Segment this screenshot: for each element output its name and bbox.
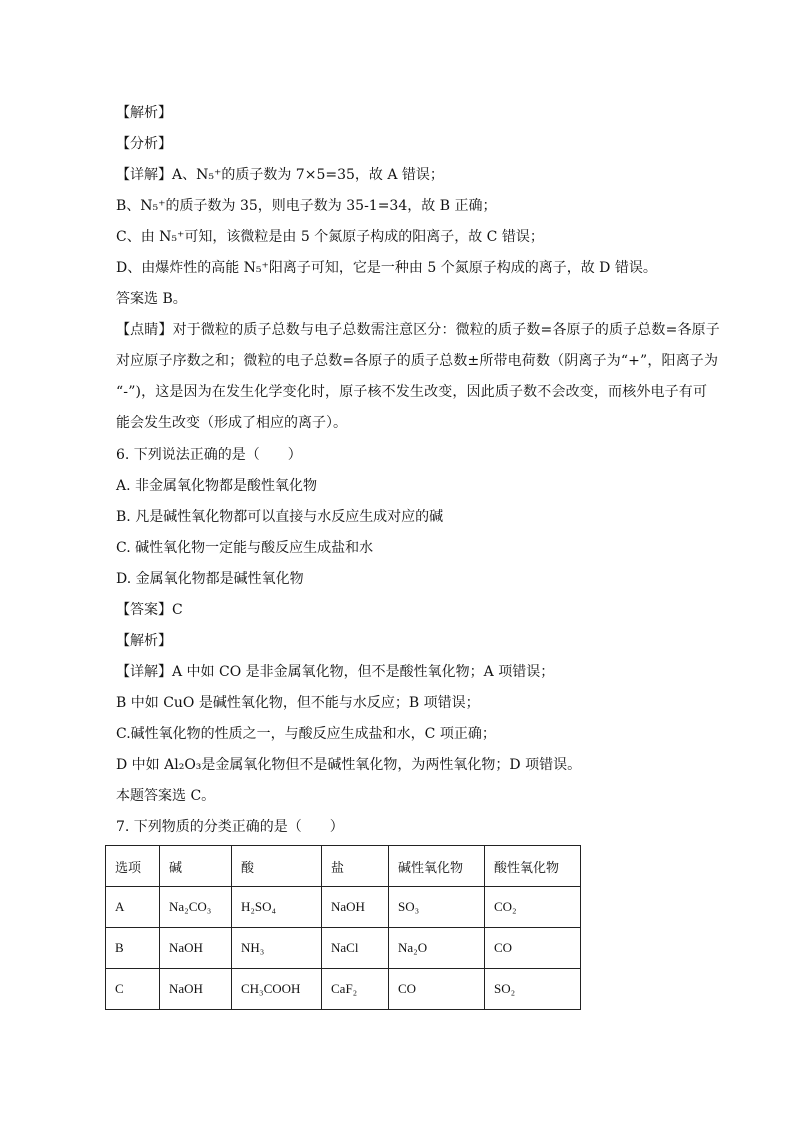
table-row [106, 887, 581, 928]
detail-option-b: B、N₅⁺的质子数为 35，则电子数为 35-1=34，故 B 正确； [116, 198, 497, 214]
detail-option-a: 【详解】A、N₅⁺的质子数为 7×5=35，故 A 错误； [116, 167, 444, 183]
question-6-answer: 【答案】C [116, 602, 183, 618]
tip-line-3: “-”)，这是因为在发生化学变化时，原子核不发生改变，因此质子数不会改变，而核外电子有可 [116, 384, 708, 400]
table-cell: CO [389, 969, 485, 1010]
table-header-cell: 碱性氧化物 [389, 846, 485, 887]
answer-line-5: 答案选 B。 [116, 291, 187, 307]
question-6-detail-d: D 中如 Al₂O₃是金属氧化物但不是碱性氧化物，为两性氧化物；D 项错误。 [116, 757, 582, 773]
table-cell: NaCl [322, 928, 389, 969]
table-cell: CH₃COOH [232, 969, 322, 1010]
table-cell: NaOH [160, 969, 232, 1010]
table-header-cell: 盐 [322, 846, 389, 887]
detail-option-c: C、由 N₅⁺可知，该微粒是由 5 个氮原子构成的阳离子，故 C 错误； [116, 229, 544, 245]
table-cell: Na₂O [389, 928, 485, 969]
table-cell: Na₂CO₃ [160, 887, 232, 928]
tip-line-2: 对应原子序数之和；微粒的电子总数=各原子的质子总数±所带电荷数（阴离子为“+”，阳离子为 [116, 353, 719, 369]
table-cell: SO₃ [389, 887, 485, 928]
question-6-option-a: A. 非金属氧化物都是酸性氧化物 [116, 478, 318, 494]
section-fenxi-heading: 【分析】 [116, 136, 172, 152]
table-header-cell: 选项 [106, 846, 160, 887]
question-6-detail-c: C.碱性氧化物的性质之一，与酸反应生成盐和水，C 项正确； [116, 726, 496, 742]
question-6-detail-b: B 中如 CuO 是碱性氧化物，但不能与水反应；B 项错误； [116, 695, 480, 711]
tip-line-4: 能会发生改变（形成了相应的离子）。 [116, 415, 347, 431]
table-cell: NH₃ [232, 928, 322, 969]
table-cell: A [106, 887, 160, 928]
table-cell: CaF₂ [322, 969, 389, 1010]
table-cell: NaOH [160, 928, 232, 969]
table-cell: C [106, 969, 160, 1010]
detail-option-d: D、由爆炸性的高能 N₅⁺阳离子可知，它是一种由 5 个氮原子构成的离子，故 D 错误。 [116, 260, 657, 276]
table-header-cell: 酸性氧化物 [485, 846, 581, 887]
question-6-conclusion: 本题答案选 C。 [116, 788, 216, 804]
table-header-row [106, 846, 581, 887]
tip-line-1: 【点睛】对于微粒的质子总数与电子总数需注意区分：微粒的质子数=各原子的质子总数=各原子 [116, 322, 720, 338]
table-header-cell: 酸 [232, 846, 322, 887]
question-7-stem: 7. 下列物质的分类正确的是（ ） [116, 819, 344, 835]
question-6-option-b: B. 凡是碱性氧化物都可以直接与水反应生成对应的碱 [116, 509, 444, 525]
section-jiexi-heading: 【解析】 [116, 105, 172, 121]
question-6-detail-a: 【详解】A 中如 CO 是非金属氧化物，但不是酸性氧化物；A 项错误； [116, 664, 555, 680]
question-6-stem: 6. 下列说法正确的是（ ） [116, 447, 302, 463]
table-row [106, 928, 581, 969]
table-header-cell: 碱 [160, 846, 232, 887]
table-cell: CO [485, 928, 581, 969]
table-row [106, 969, 581, 1010]
table-cell: B [106, 928, 160, 969]
table-cell: SO₂ [485, 969, 581, 1010]
question-6-option-d: D. 金属氧化物都是碱性氧化物 [116, 571, 304, 587]
table-cell: CO₂ [485, 887, 581, 928]
question-6-option-c: C. 碱性氧化物一定能与酸反应生成盐和水 [116, 540, 374, 556]
classification-table [105, 845, 581, 1010]
table-cell: NaOH [322, 887, 389, 928]
table-cell: H₂SO₄ [232, 887, 322, 928]
question-6-jiexi-heading: 【解析】 [116, 633, 172, 649]
